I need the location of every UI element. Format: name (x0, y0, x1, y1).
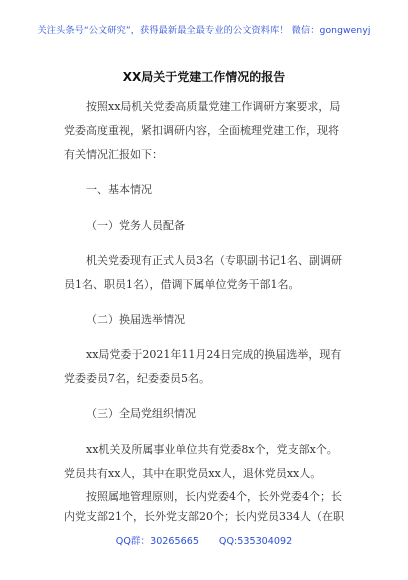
paragraph-line: 员1名、职员1名），借调下属单位党务干部1名。 (64, 278, 300, 291)
footer-qq-group: QQ群：30265665 (115, 536, 199, 547)
section-heading: 一、基本情况 (86, 183, 152, 196)
paragraph-line: xx局党委于2021年11月24日完成的换届选举，现有 (86, 348, 342, 361)
paragraph-line: 按照xx局机关党委高质量党建工作调研方案要求，局 (86, 100, 341, 113)
footer-qq: QQ:535304092 (218, 536, 293, 547)
subsection-heading: （三）全局党组织情况 (86, 407, 196, 420)
subsection-heading: （一）党务人员配备 (86, 219, 185, 232)
footer-contact (0, 533, 408, 547)
paragraph-line: 机关党委现有正式人员3名（专职副书记1名、副调研 (86, 254, 342, 267)
paragraph-line: 按照属地管理原则，长内党委4个，长外党委4个；长 (86, 490, 342, 503)
subsection-heading: （二）换届选举情况 (86, 313, 185, 326)
paragraph-line: 党委委员7名，纪委委员5名。 (64, 372, 210, 385)
header-note: 关注头条号“公文研究”，获得最新最全最专业的公文资料库！ 微信：gongwenyj (37, 25, 371, 36)
paragraph-line: 党员共有xx人，其中在职党员xx人，退休党员xx人。 (64, 467, 322, 480)
paragraph-line: 有关情况汇报如下： (64, 148, 163, 161)
paragraph-line: 内党支部21个，长外党支部20个；长内党员334人（在职 (64, 510, 344, 523)
paragraph-line: xx机关及所属事业单位共有党委8x个，党支部x个。 (86, 443, 338, 456)
document-title: XX局关于党建工作情况的报告 (122, 70, 286, 84)
paragraph-line: 党委高度重视，紧扣调研内容，全面梳理党建工作，现将 (64, 124, 339, 137)
